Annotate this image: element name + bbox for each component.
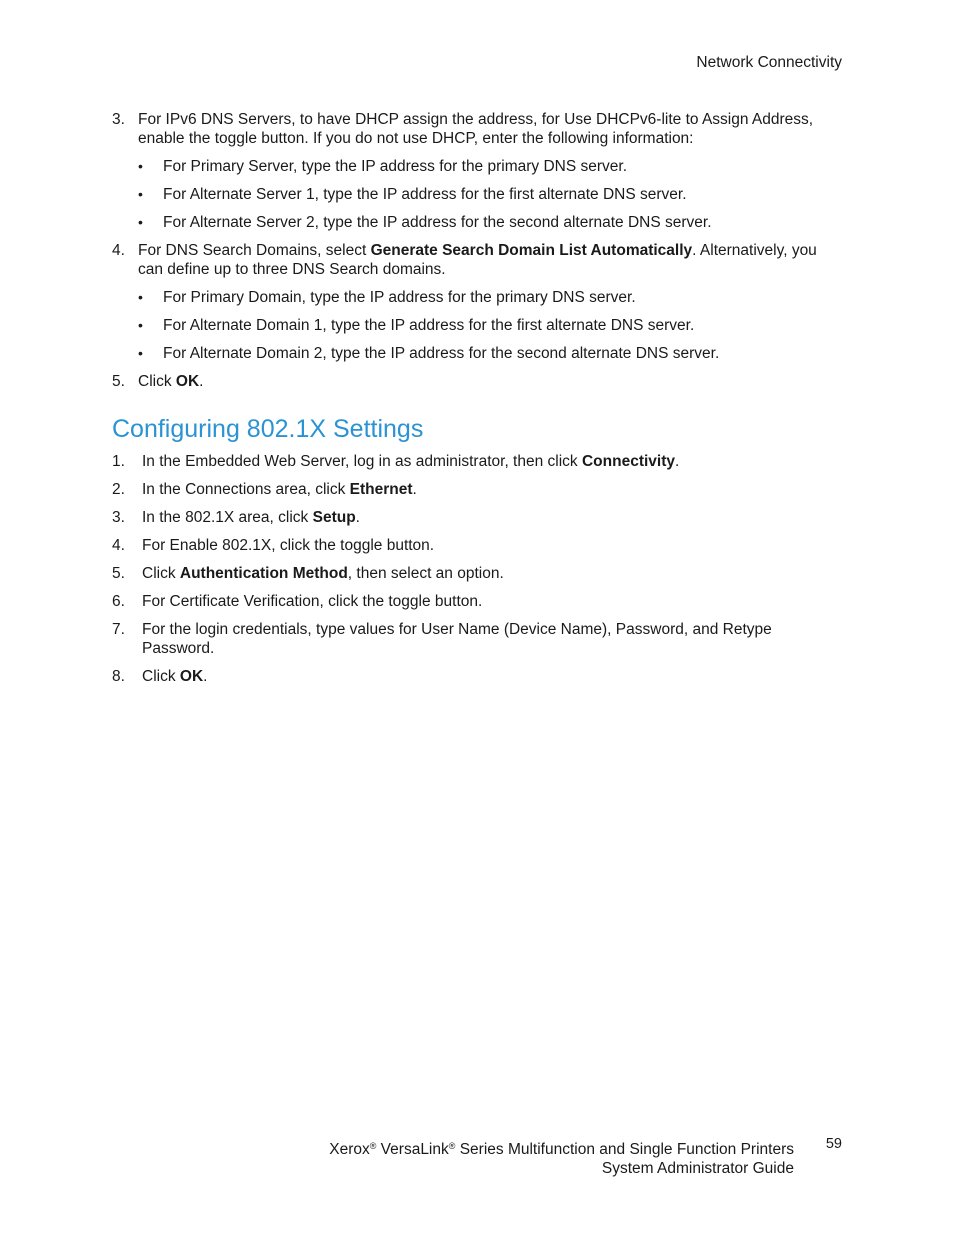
step-text <box>138 241 836 279</box>
bullet-icon: • <box>138 186 143 202</box>
step-number: 8. <box>112 668 125 685</box>
text-run: In the Connections area, click <box>142 481 350 498</box>
text-run: . <box>412 481 417 498</box>
text-run: In the 802.1X area, click <box>142 509 313 526</box>
list-item <box>138 288 836 307</box>
step-3 <box>112 110 836 148</box>
bullet-list <box>138 288 836 363</box>
text-run: For DNS Search Domains, select <box>138 242 371 259</box>
step-text <box>142 480 836 499</box>
ui-term: Generate Search Domain List Automatically <box>370 242 693 259</box>
step-text <box>142 667 836 686</box>
running-header: Network Connectivity <box>696 54 842 71</box>
text-run: In the Embedded Web Server, log in as administrator, then click <box>142 453 582 470</box>
step-text <box>142 508 836 527</box>
list-item-text: For Alternate Server 1, type the IP address for the first alternate DNS server. <box>163 186 687 203</box>
text-run: , then select an option. <box>347 565 504 582</box>
bullet-icon: • <box>138 289 143 305</box>
registered-mark: ® <box>369 1141 377 1151</box>
step-number: 2. <box>112 481 125 498</box>
step-4 <box>112 536 836 555</box>
ui-term: OK <box>179 668 204 685</box>
bullet-icon: • <box>138 317 143 333</box>
footer-line-1 <box>329 1137 794 1159</box>
step-text <box>142 452 836 471</box>
footer-line-2: System Administrator Guide <box>601 1160 794 1177</box>
list-item-text: For Alternate Domain 2, type the IP address for the second alternate DNS server. <box>163 345 720 362</box>
step-text: For the login credentials, type values for User Name (Device Name), Password, and Retype Password. <box>142 621 772 657</box>
step-number: 1. <box>112 453 125 470</box>
step-number: 5. <box>112 565 125 582</box>
list-item-text: For Primary Server, type the IP address for the primary DNS server. <box>163 158 628 175</box>
footer-text: Series Multifunction and Single Function Printers <box>455 1141 794 1158</box>
step-text <box>138 372 836 391</box>
step-number: 5. <box>112 373 125 390</box>
step-8 <box>112 667 836 686</box>
step-1 <box>112 452 836 471</box>
product-name: VersaLink <box>376 1141 449 1158</box>
page-content <box>112 110 836 695</box>
text-run: . <box>203 668 208 685</box>
dns-steps <box>112 110 836 391</box>
bullet-list <box>138 157 836 232</box>
list-item-text: For Alternate Domain 1, type the IP address for the first alternate DNS server. <box>163 317 695 334</box>
text-run: Click <box>138 373 176 390</box>
step-number: 6. <box>112 593 125 610</box>
section-heading: Configuring 802.1X Settings <box>112 415 424 443</box>
step-number: 3. <box>112 111 125 128</box>
list-item <box>138 213 836 232</box>
8021x-steps <box>112 452 836 686</box>
text-run: . <box>199 373 204 390</box>
bullet-icon: • <box>138 214 143 230</box>
bullet-icon: • <box>138 345 143 361</box>
list-item <box>138 185 836 204</box>
ui-term: Authentication Method <box>179 565 348 582</box>
ui-term: Connectivity <box>581 453 675 470</box>
list-item <box>138 316 836 335</box>
step-5 <box>112 372 836 391</box>
list-item <box>138 344 836 363</box>
step-number: 4. <box>112 537 125 554</box>
text-run: Click <box>142 565 180 582</box>
ui-term: Setup <box>312 509 356 526</box>
list-item-text: For Alternate Server 2, type the IP address for the second alternate DNS server. <box>163 214 712 231</box>
registered-mark: ® <box>448 1141 456 1151</box>
ui-term: OK <box>175 373 200 390</box>
step-text <box>142 564 836 583</box>
text-run: . Alternatively, you can define up to three DNS Search domains. <box>138 242 817 278</box>
ui-term: Ethernet <box>349 481 413 498</box>
text-run: . <box>675 453 680 470</box>
step-number: 4. <box>112 242 125 259</box>
page-number: 59 <box>825 1136 842 1152</box>
footer-title <box>329 1137 794 1178</box>
step-text: For Enable 802.1X, click the toggle button. <box>142 537 435 554</box>
bullet-icon: • <box>138 158 143 174</box>
brand-name: Xerox <box>329 1141 370 1158</box>
step-3 <box>112 508 836 527</box>
step-number: 3. <box>112 509 125 526</box>
list-item <box>138 157 836 176</box>
step-7 <box>112 620 836 658</box>
step-text: For Certificate Verification, click the toggle button. <box>142 593 483 610</box>
step-6 <box>112 592 836 611</box>
step-text: For IPv6 DNS Servers, to have DHCP assign the address, for Use DHCPv6-lite to Assign Address, enable the toggle button. If you do not use DHCP, enter the following information: <box>138 111 814 147</box>
text-run: . <box>355 509 360 526</box>
text-run: Click <box>142 668 180 685</box>
list-item-text: For Primary Domain, type the IP address for the primary DNS server. <box>163 289 636 306</box>
step-2 <box>112 480 836 499</box>
step-number: 7. <box>112 621 125 638</box>
step-4 <box>112 241 836 279</box>
step-5 <box>112 564 836 583</box>
